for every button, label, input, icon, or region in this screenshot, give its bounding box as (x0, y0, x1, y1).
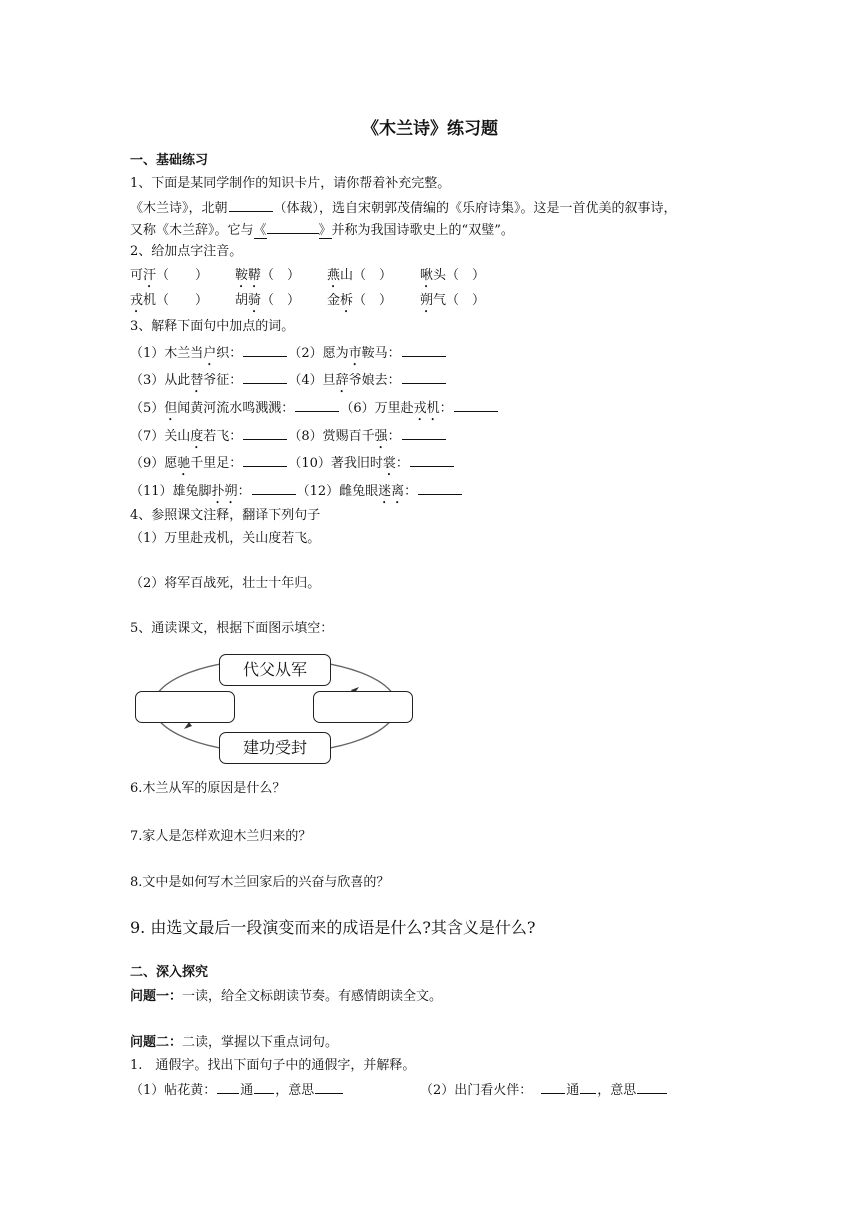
answer-blank[interactable] (243, 343, 287, 357)
answer-blank[interactable] (541, 1080, 565, 1094)
pinyin-item: 燕山（ ） (327, 268, 393, 283)
q4-sentence-1: （1）万里赴戎机，关山度若飞。 (130, 531, 321, 546)
pinyin-blank[interactable]: （ ） (156, 293, 209, 308)
problem-1: 问题一：一读，给全文标朗读节奏。有感情朗读全文。 (130, 989, 443, 1004)
story-cycle-diagram (130, 646, 420, 774)
q1-line2 (130, 220, 514, 240)
pinyin-item: 朔气（ ） (420, 293, 486, 308)
q5-text: 5、通读课文，根据下面图示填空： (130, 621, 334, 636)
q1-line1-b: （体裁），选自宋朝郭茂倩编的《乐府诗集》。这是一首优美的叙事诗， (273, 201, 677, 216)
q1-line1 (130, 198, 677, 218)
answer-blank[interactable] (402, 426, 446, 440)
q4-sentence-2: （2）将军百战死，壮士十年归。 (130, 576, 321, 591)
q8-text: 8.文中是如何写木兰回家后的兴奋与欣喜的？ (130, 875, 390, 890)
pinyin-blank[interactable]: （ ） (261, 293, 301, 308)
q9-text: 9. 由选文最后一段演变而来的成语是什么?其含义是什么? (130, 918, 536, 937)
pinyin-blank[interactable]: （ ） (156, 268, 209, 283)
answer-blank[interactable] (637, 1080, 667, 1094)
pinyin-item: 戎机（ ） (130, 293, 209, 308)
q7-text: 7.家人是怎样欢迎木兰归来的？ (130, 829, 312, 844)
answer-blank[interactable] (243, 426, 287, 440)
q4-text: 4、参照课文注释，翻译下列句子 (130, 508, 321, 523)
pinyin-item: 啾头（ ） (420, 268, 486, 283)
arrow-head-icon (184, 722, 192, 729)
answer-blank[interactable] (418, 481, 462, 495)
answer-blank[interactable] (217, 1080, 239, 1094)
pinyin-blank[interactable]: （ ） (446, 293, 486, 308)
top-box: 代父从军 (219, 654, 331, 686)
answer-blank[interactable] (243, 453, 287, 467)
left-box[interactable] (135, 691, 235, 723)
answer-blank[interactable] (315, 1080, 343, 1094)
explain-row: （9）愿驰千里足： （10）著我旧时裳： (130, 453, 455, 479)
genre-blank[interactable] (229, 198, 273, 212)
answer-blank[interactable] (580, 1080, 596, 1094)
section2-heading: 二、深入探究 (130, 965, 209, 980)
answer-blank[interactable] (252, 481, 296, 495)
pinyin-blank[interactable]: （ ） (261, 268, 301, 283)
answer-blank[interactable] (402, 343, 446, 357)
answer-blank[interactable] (402, 370, 446, 384)
q1-line2-close: 》 (318, 223, 332, 238)
pinyin-blank[interactable]: （ ） (353, 268, 393, 283)
tongjia-example-1: （1）帖花黄： 通 ，意思 (130, 1080, 344, 1100)
bottom-box: 建功受封 (219, 732, 331, 764)
pinyin-item: 胡骑（ ） (235, 293, 301, 308)
tongjia-example-2: （2）出门看火伴： 通 ，意思 (420, 1080, 668, 1100)
q1-line1-a: 《木兰诗》，北朝 (130, 201, 228, 216)
pinyin-item: 可汗（ ） (130, 268, 209, 283)
q1-line2-open: 《 (253, 223, 267, 238)
section1-heading: 一、基础练习 (130, 153, 209, 168)
explain-row: （11）雄兔脚扑朔： （12）雌兔眼迷离： (130, 481, 463, 507)
explain-row: （1）木兰当户织： （2）愿为市鞍马： (130, 343, 447, 369)
pinyin-item: 鞍鞯（ ） (235, 268, 301, 283)
q6-text: 6.木兰从军的原因是什么？ (130, 781, 286, 796)
explain-row: （3）从此替爷征： （4）旦辞爷娘去： (130, 370, 447, 396)
page-title: 《木兰诗》练习题 (362, 119, 498, 139)
q1-line2-d: 并称为我国诗歌史上的“双璧”。 (331, 223, 514, 238)
right-box[interactable] (313, 691, 413, 723)
pinyin-item: 金柝（ ） (327, 293, 393, 308)
tongjia-item: 1. 通假字。找出下面句子中的通假字，并解释。 (130, 1058, 416, 1073)
explain-row: （5）但闻黄河流水鸣溅溅： （6）万里赴戎机： (130, 398, 499, 424)
q1-text: 1、下面是某同学制作的知识卡片，请你帮着补充完整。 (130, 176, 451, 191)
q1-line2-a: 又称《木兰辞》。它与 (130, 223, 254, 238)
pinyin-blank[interactable]: （ ） (446, 268, 486, 283)
answer-blank[interactable] (295, 398, 339, 412)
explain-row: （7）关山度若飞： （8）赏赐百千强： (130, 426, 447, 452)
answer-blank[interactable] (454, 398, 498, 412)
answer-blank[interactable] (243, 370, 287, 384)
poem-title-blank[interactable] (267, 220, 319, 234)
q2-text: 2、给加点字注音。 (130, 244, 243, 259)
problem-2: 问题二：二读，掌握以下重点词句。 (130, 1035, 339, 1050)
pinyin-blank[interactable]: （ ） (353, 293, 393, 308)
answer-blank[interactable] (254, 1080, 274, 1094)
q3-text: 3、解释下面句中加点的词。 (130, 319, 295, 334)
answer-blank[interactable] (410, 453, 454, 467)
